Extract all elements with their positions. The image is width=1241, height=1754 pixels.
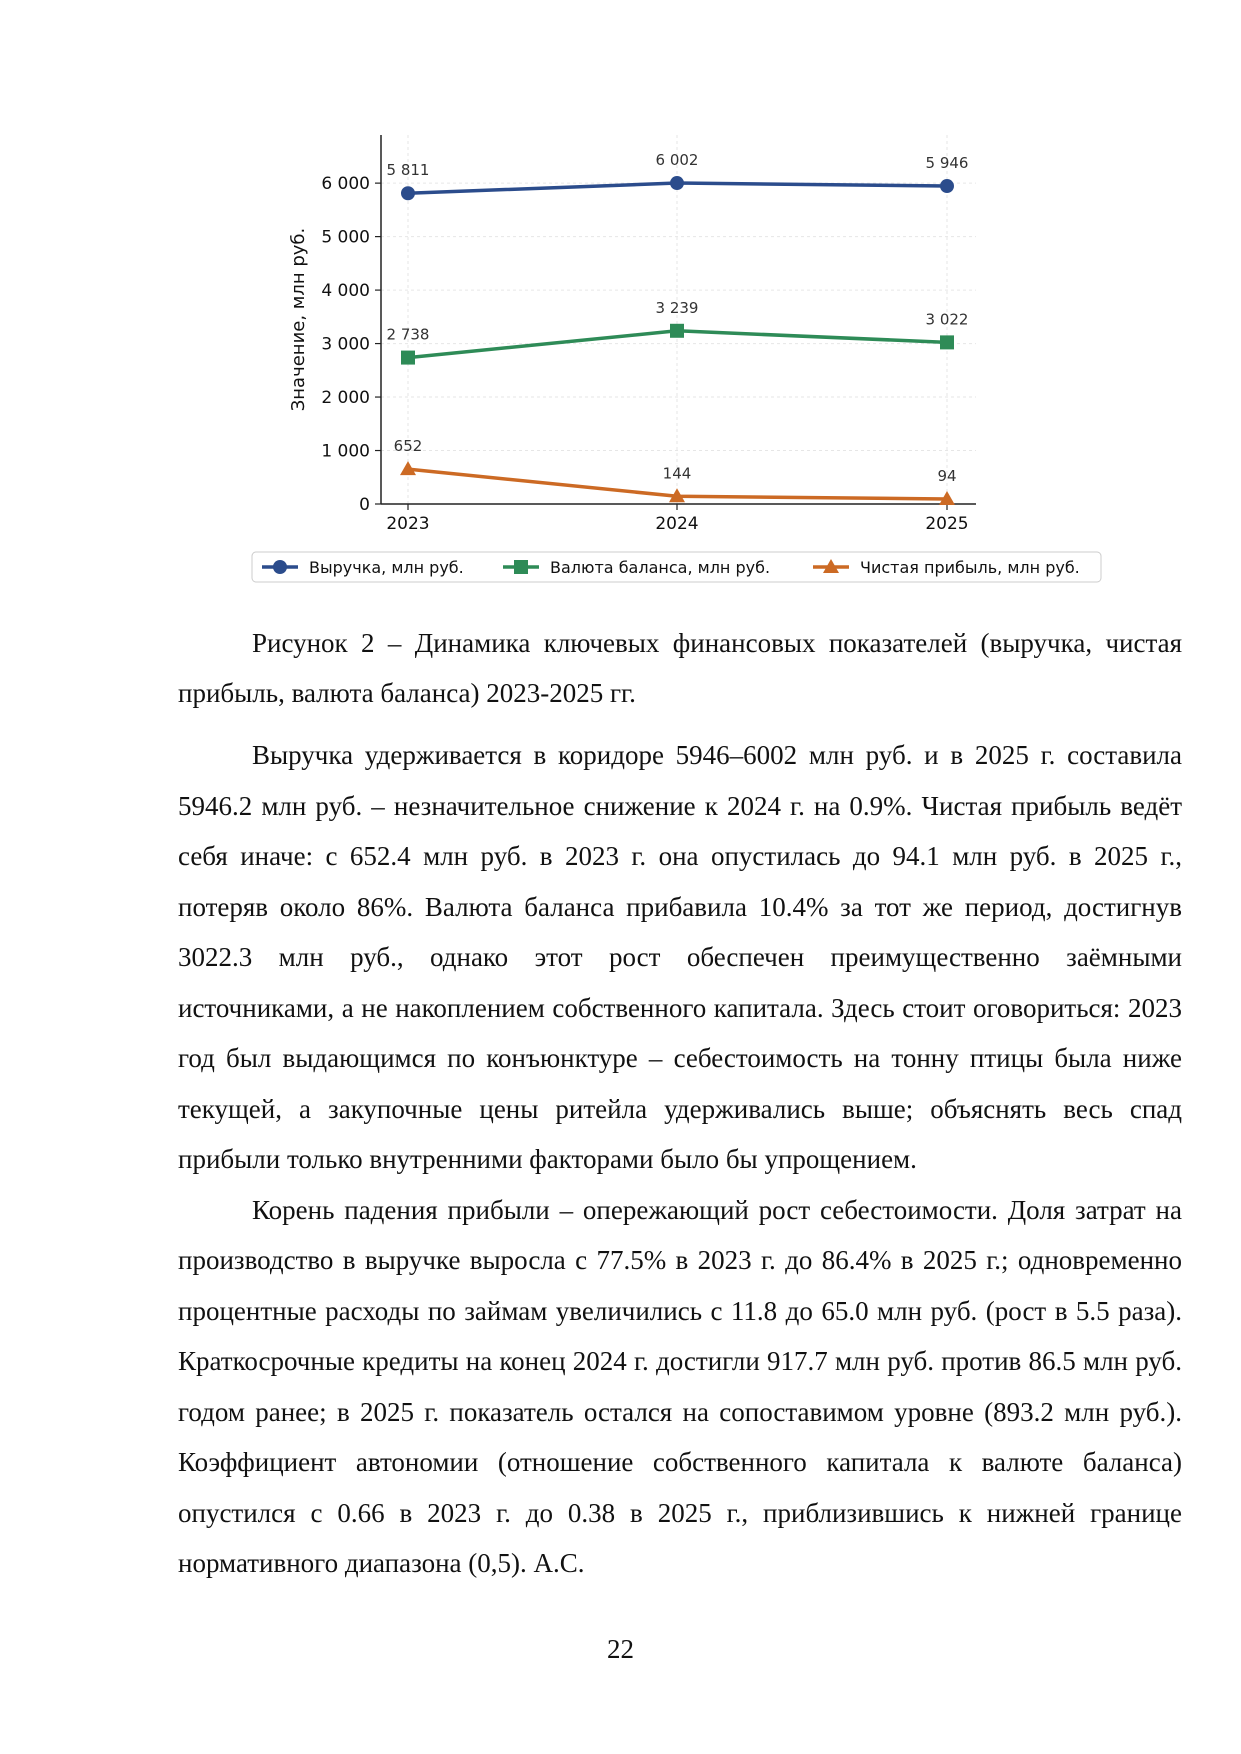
page-number: 22 [607,1634,634,1664]
legend-marker [514,560,528,574]
data-point [401,351,415,365]
data-label: 94 [937,466,957,485]
y-tick-label: 2 000 [321,388,370,409]
paragraph-2: Корень падения прибыли – опережающий рост себестоимости. Доля затрат на производство в выручке выросла с 77.5% в 2023 г. до 86.4% в 2025 г.; одновременно процентные расходы по займам увеличились с 11.8 до 65.0 млн руб. (рост в 5.5 раза). Краткосрочные кредиты на конец 2024 г. достигли 917.7 млн руб. против 86.5 млн руб. годом ранее; в 2025 г. показатель остался на сопоставимом уровне (893.2 млн руб.). Коэффициент автономии (отношение собственного капитала к валюте баланса) опустился с 0.66 в 2023 г. до 0.38 в 2025 г., приблизившись к нижней границе нормативного диапазона (0,5). А.С. [178,1194,1182,1578]
data-label: 652 [393,437,423,456]
legend-marker [273,560,287,574]
x-tick-label: 2024 [655,514,699,534]
data-label: 3 022 [925,310,969,329]
y-tick-label: 3 000 [321,334,370,355]
legend-label: Выручка, млн руб. [309,558,464,577]
x-tick-label: 2023 [386,514,430,534]
legend-label: Валюта баланса, млн руб. [550,558,771,577]
data-label: 5 946 [925,154,969,173]
body-text [178,730,1182,1589]
figure-caption: Рисунок 2 – Динамика ключевых финансовых показателей (выручка, чистая прибыль, валюта баланса) 2023-2025 гг. [178,628,1182,708]
data-point [670,324,684,338]
data-label: 2 738 [386,325,430,344]
data-point [940,179,954,193]
paragraph-1: Выручка удерживается в коридоре 5946–6002 млн руб. и в 2025 г. составила 5946.2 млн руб. – незначительное снижение к 2024 г. на 0.9%. Чистая прибыль ведёт себя иначе: с 652.4 млн руб. в 2023 г. она опустилась до 94.1 млн руб. в 2025 г., потеряв около 86%. Валюта баланса прибавила 10.4% за тот же период, достигнув 3022.3 млн руб., однако этот рост обеспечен преимущественно заёмными источниками, а не накоплением собственного капитала. Здесь стоит оговориться: 2023 год был выдающимся по конъюнктуре – себестоимость на тонну птицы была ниже текущей, а закупочные цены ритейла удерживались выше; объяснять весь спад прибыли только внутренними факторами было бы упрощением. [178,740,1182,1174]
y-tick-label: 4 000 [321,281,370,302]
y-tick-label: 5 000 [321,227,370,248]
data-label: 144 [662,464,692,483]
data-label: 3 239 [655,298,699,317]
data-label: 6 002 [655,151,699,170]
x-tick-label: 2025 [925,514,969,534]
y-axis-label: Значение, млн руб. [288,227,309,412]
y-tick-label: 6 000 [321,174,370,195]
data-label: 5 811 [386,161,430,180]
y-tick-label: 0 [359,495,370,515]
legend-label: Чистая прибыль, млн руб. [860,558,1080,577]
data-point [670,176,684,190]
data-point [401,186,415,200]
y-tick-label: 1 000 [321,441,370,462]
line-chart [0,0,1241,600]
data-point [940,335,954,349]
